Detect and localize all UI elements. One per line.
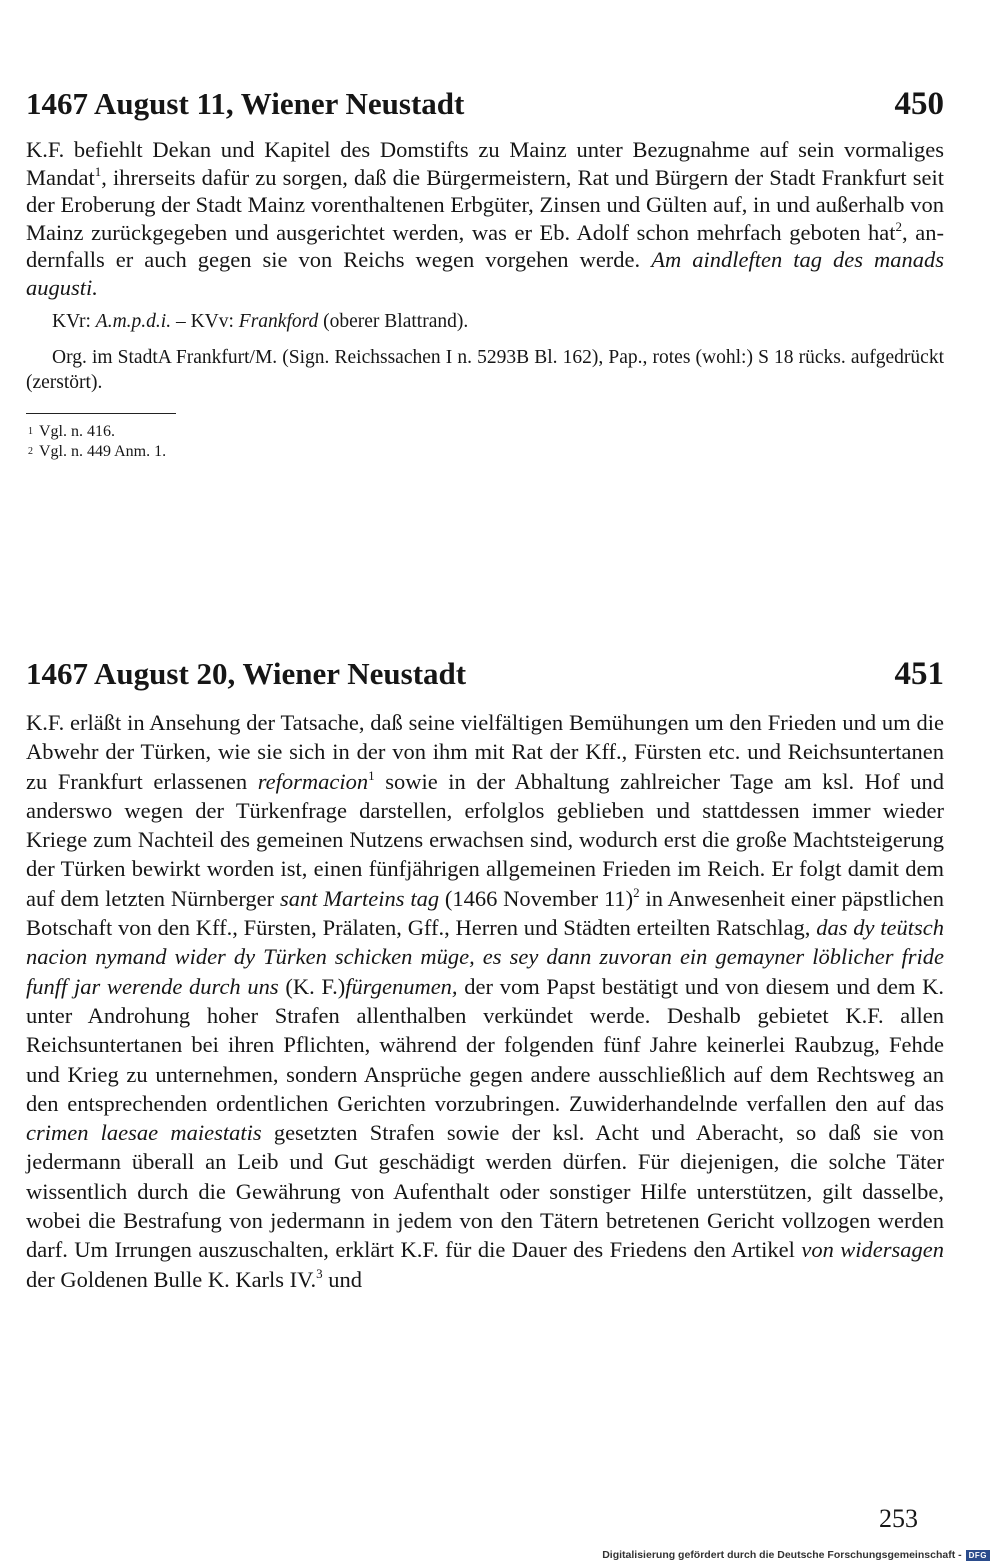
footnote-ref[interactable]: 3 xyxy=(316,1265,323,1281)
footnote-divider xyxy=(26,413,176,414)
entry-451-heading-row xyxy=(26,656,944,692)
entry-450-footnotes xyxy=(26,422,944,462)
quoted-date: Am aindleften tag des manads augusti. xyxy=(26,247,944,300)
footnote-2: $^2$ Vgl. n. 449 Anm. 1. xyxy=(28,443,167,460)
footnote-ref[interactable]: 2 xyxy=(895,218,903,234)
entry-450-heading: 1467 August 11, Wiener Neustadt xyxy=(26,86,465,121)
entry-451 xyxy=(26,656,944,1294)
entry-450 xyxy=(26,86,944,462)
entry-450-number: 450 xyxy=(894,86,944,122)
page-number: 253 xyxy=(879,1504,918,1533)
entry-451-heading: 1467 August 20, Wiener Neustadt xyxy=(26,656,467,691)
dfg-footer-text: Digitalisierung gefördert durch die Deutsche Forschungsgemeinschaft - xyxy=(602,1549,962,1561)
entry-450-kv-note: KVr: A.m.p.d.i. – KVv: Frankford (oberer Blattrand). xyxy=(52,311,469,332)
entry-450-archive-note: Org. im StadtA Frankfurt/M. (Sign. Reichssachen I n. 5293B Bl. 162), Pap., rotes (wohl:) S 18 rücks. aufgedrückt (zerstört). xyxy=(26,347,944,393)
footnote-ref[interactable]: 1 xyxy=(94,163,102,179)
entry-451-body: K.F. erläßt in Ansehung der Tatsache, daß seine vielfältigen Bemühungen um den Frieden und um die Abwehr der Türken, wie sie sich in der von ihm mit Rat der Kff., Fürsten etc. und Reichsuntertanen zu Frankfurt erlassenen reformacion$^1$ sowie in der Abhaltung zahlreicher Tage am ksl. Hof und anderswo wegen der Türkenfrage darstellen, erfolglos geblieben und stattdessen immer wieder Kriege zum Nachteil des gemeinen Nutzens erwachsen sind, wodurch erst die große Machtsteigerung der Türken bewirkt worden ist, einen fünfjährigen allgemeinen Frieden im Reich. Er folgt damit dem auf dem letzten Nürnberger sant Marteins tag (1466 November 11)$^2$ in Anwesenheit einer päpstlichen Botschaft von den Kff., Fürsten, Prälaten, Gff., Herren und Städten erteilten Ratschlag, das dy teütsch nacion nymand wider dy Türken schicken müge, es sey dann zuvoran ein gemayner löblicher fride funff jar werende durch uns (K. F.)fürgenumen, der vom Papst bestätigt und von diesem und dem K. unter Androhung hoher Strafen allenthalben verkündet werde. Deshalb gebietet K.F. allen Reichsuntertanen bei ihren Pflichten, während der folgenden fünf Jahre keinerlei Raubzug, Fehde und Krieg zu unternehmen, sondern Ansprüche gegen andere ausschließlich auf dem Rechtsweg an den entsprechenden ordentlichen Gerichten vorzubringen. Zuwiderhandelnde verfallen den auf das crimen laesae maiestatis gesetzten Strafen sowie der ksl. Acht und Aberacht, so daß sie von jedermann überall an Leib und Gut geschädigt werden dürfen. Für diejenigen, die solche Täter wissentlich durch die Gewährung von Aufenthalt oder sonstiger Hilfe unterstützen, gilt dasselbe, wobei die Bestrafung von jedermann in jedem von den Tätern betretenen Gericht vollzogen werden darf. Um Irrungen auszuschalten, erklärt K.F. für die Dauer des Friedens den Artikel von widersagen der Goldenen Bulle K. Karls IV.$^3$ und xyxy=(26,710,945,1292)
entry-450-body: K.F. befiehlt Dekan und Kapitel des Domstifts zu Mainz unter Bezugnahme auf sein vormaliges Mandat$^1$, ihrerseits dafür zu sorgen, daß die Bürgermeistern, Rat und Bürgern der Stadt Frankfurt seit der Eroberung der Stadt Mainz vorenthaltenen Erbgüter, Zinsen und Gülten auf, in und außerhalb von Mainz zurückgegeben und ausgerichtet werden, was er Eb. Adolf schon mehrfach geboten hat$^2$, andernfalls er auch gegen sie von Reichs wegen vorgehen werde. Am aindleften tag des manads augusti. xyxy=(26,137,944,300)
footnote-ref[interactable]: 1 xyxy=(368,767,375,783)
dfg-logo-icon[interactable]: DFG xyxy=(966,1550,990,1561)
entry-451-number: 451 xyxy=(894,656,944,692)
footnote-1: $^1$ Vgl. n. 416. xyxy=(28,423,115,440)
dfg-footer xyxy=(602,1549,990,1561)
footnote-ref[interactable]: 2 xyxy=(633,884,640,900)
entry-450-heading-row xyxy=(26,86,944,122)
